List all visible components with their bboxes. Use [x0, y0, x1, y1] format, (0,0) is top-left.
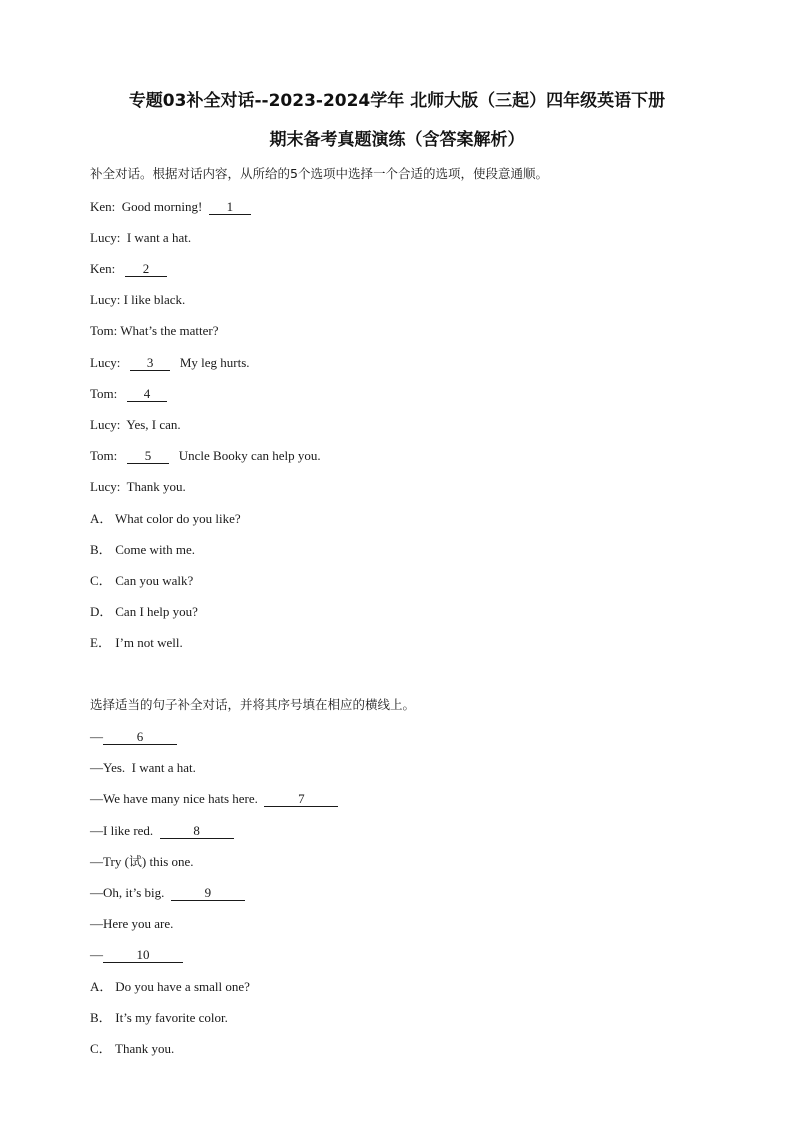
option-c: C． Thank you.	[90, 1041, 175, 1056]
answer-blank[interactable]: 6	[103, 730, 177, 745]
answer-blank[interactable]: 10	[103, 948, 183, 963]
answer-blank[interactable]: 2	[125, 262, 167, 277]
answer-blank[interactable]: 5	[127, 449, 169, 464]
answer-blank[interactable]: 1	[209, 200, 251, 215]
answer-blank[interactable]: 7	[264, 792, 338, 807]
answer-blank[interactable]: 4	[127, 387, 167, 402]
dialogue-line: Lucy: 3 My leg hurts.	[90, 355, 250, 370]
document-title-line-2: 期末备考真题演练（含答案解析）	[269, 130, 525, 150]
dialogue-line: Lucy: Yes, I can.	[90, 417, 181, 432]
section1-instruction: 补全对话。根据对话内容，从所给的5个选项中选择一个合适的选项，使段意通顺。	[90, 166, 548, 181]
option-c: C． Can you walk?	[90, 573, 194, 588]
option-a: A． What color do you like?	[90, 511, 241, 526]
dialogue-line: —Oh, it’s big. 9	[90, 884, 245, 902]
dialogue-line: — 6	[90, 728, 177, 746]
dialogue-line: —We have many nice hats here. 7	[90, 790, 338, 808]
option-d: D． Can I help you?	[90, 604, 198, 619]
dialogue-line: Ken: 2	[90, 260, 167, 278]
dialogue-line: Lucy: I want a hat.	[90, 230, 192, 245]
dialogue-line: Tom: 5 Uncle Booky can help you.	[90, 448, 321, 463]
dialogue-line: —Yes. I want a hat.	[90, 760, 196, 775]
dialogue-line: Tom: What’s the matter?	[90, 323, 219, 338]
dialogue-line: Ken: Good morning! 1	[90, 198, 251, 216]
dialogue-line: Tom: 4	[90, 385, 167, 403]
dialogue-line: —Here you are.	[90, 916, 174, 931]
dialogue-line: —Try (试) this one.	[90, 854, 194, 869]
option-b: B． It’s my favorite color.	[90, 1010, 228, 1025]
dialogue-line: Lucy: Thank you.	[90, 479, 186, 494]
answer-blank[interactable]: 3	[130, 356, 170, 371]
answer-blank[interactable]: 9	[171, 886, 245, 901]
option-b: B． Come with me.	[90, 542, 196, 557]
option-a: A． Do you have a small one?	[90, 979, 250, 994]
section2-instruction: 选择适当的句子补全对话，并将其序号填在相应的横线上。	[90, 697, 416, 712]
option-e: E． I’m not well.	[90, 635, 183, 650]
dialogue-line: — 10	[90, 946, 183, 964]
dialogue-line: —I like red. 8	[90, 822, 234, 840]
dialogue-line: Lucy: I like black.	[90, 292, 186, 307]
document-title-line-1: 专题03补全对话--2023-2024学年 北师大版（三起）四年级英语下册	[128, 91, 666, 111]
answer-blank[interactable]: 8	[160, 824, 234, 839]
